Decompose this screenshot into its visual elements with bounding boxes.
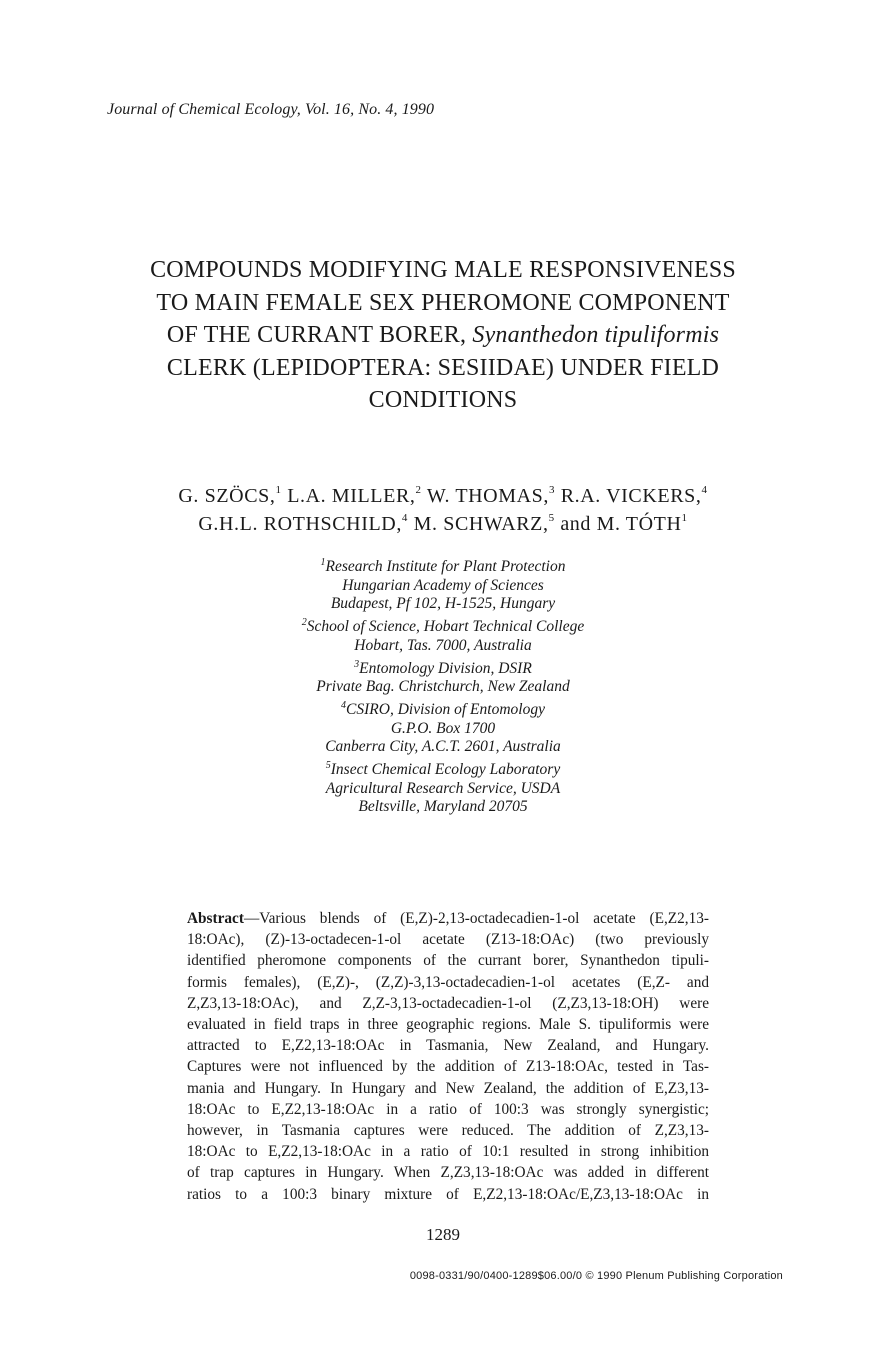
author-name: G. SZÖCS, — [178, 485, 276, 507]
abstract-line: 18:OAc), (Z)-13-octadecen-1-ol acetate (Z13-18:OAc) (two previously — [187, 931, 709, 949]
abstract-line: mania and Hungary. In Hungary and New Zealand, the addition of E,Z3,13- — [187, 1079, 709, 1097]
affiliation-mark: 4 — [341, 699, 347, 711]
abstract-line: evaluated in field traps in three geographic regions. Male S. tipuliformis were — [187, 1016, 709, 1034]
abstract-line: Captures were not influenced by the addition of Z13-18:OAc, tested in Tas- — [187, 1058, 709, 1076]
author-affiliation-mark: 4 — [701, 484, 708, 496]
abstract-line: 18:OAc to E,Z2,13-18:OAc in a ratio of 10:1 resulted in strong inhibition — [187, 1143, 709, 1161]
abstract-line: 18:OAc to E,Z2,13-18:OAc in a ratio of 100:3 was strongly synergistic; — [187, 1100, 709, 1118]
journal-header: Journal of Chemical Ecology, Vol. 16, No. 4, 1990 — [107, 101, 435, 118]
author-list — [100, 482, 786, 538]
affiliation-line: Hobart, Tas. 7000, Australia — [354, 636, 532, 654]
title-line-4: CLERK (LEPIDOPTERA: SESIIDAE) UNDER FIELD — [166, 354, 720, 381]
title-line-3 — [100, 319, 786, 352]
affiliation-1 — [200, 558, 686, 614]
affiliation-mark: 5 — [325, 760, 331, 772]
author-affiliation-mark: 5 — [548, 512, 555, 524]
abstract-line: Z,Z3,13-18:OAc), and Z,Z-3,13-octadecadien-1-ol (Z,Z3,13-18:OH) were — [187, 994, 709, 1012]
affiliation-4 — [200, 701, 686, 757]
title-line-5: CONDITIONS — [368, 387, 518, 413]
author-name: R.A. VICKERS, — [560, 485, 702, 507]
author-affiliation-mark: 1 — [275, 484, 282, 496]
author-name: W. THOMAS, — [426, 485, 549, 507]
abstract-line: —Various blends of (E,Z)-2,13-octadecadien-1-ol acetate (E,Z2,13- — [243, 910, 709, 927]
abstract-line: attracted to E,Z2,13-18:OAc in Tasmania, New Zealand, and Hungary. — [187, 1037, 709, 1055]
affiliation-line: Beltsville, Maryland 20705 — [358, 798, 528, 816]
author-affiliation-mark: 3 — [548, 484, 556, 496]
affiliation-3 — [200, 660, 686, 697]
author-name: L.A. MILLER, — [287, 485, 416, 507]
author-name: G.H.L. ROTHSCHILD, — [198, 513, 402, 535]
affiliation-line: Agricultural Research Service, USDA — [325, 779, 561, 797]
title-species-name: Synanthedon tipuliformis — [472, 322, 720, 348]
affiliation-line: Hungarian Academy of Sciences — [342, 576, 544, 594]
affiliation-line: Entomology Division, DSIR — [359, 659, 532, 677]
affiliation-mark: 1 — [320, 557, 326, 568]
abstract-line: identified pheromone components of the currant borer, Synanthedon tipuli- — [187, 952, 709, 970]
abstract-line: formis females), (E,Z)-, (Z,Z)-3,13-octadecadien-1-ol acetates (E,Z- and — [187, 973, 709, 991]
affiliation-mark: 2 — [301, 617, 307, 629]
affiliation-5 — [200, 761, 686, 817]
copyright-footer: 0098-0331/90/0400-1289$06.00/0 © 1990 Plenum Publishing Corporation — [409, 1270, 783, 1282]
affiliation-list — [200, 558, 686, 821]
affiliation-line: Private Bag. Christchurch, New Zealand — [316, 678, 570, 696]
affiliation-2 — [200, 618, 686, 655]
affiliation-mark: 3 — [354, 658, 360, 670]
title-line-2: TO MAIN FEMALE SEX PHEROMONE COMPONENT — [156, 289, 730, 316]
abstract-line: ratios to a 100:3 binary mixture of E,Z2,13-18:OAc/E,Z3,13-18:OAc in — [187, 1185, 709, 1203]
abstract-line: of trap captures in Hungary. When Z,Z3,13-18:OAc was added in different — [187, 1164, 709, 1182]
abstract-label: Abstract — [187, 910, 244, 927]
page-number: 1289 — [426, 1225, 460, 1244]
paper-title — [100, 254, 786, 417]
author-name: M. SCHWARZ, — [413, 513, 549, 535]
title-line-1: COMPOUNDS MODIFYING MALE RESPONSIVENESS — [150, 257, 736, 283]
author-name: and M. TÓTH — [560, 513, 682, 535]
affiliation-line: Research Institute for Plant Protection — [325, 558, 566, 575]
affiliation-line: CSIRO, Division of Entomology — [346, 700, 545, 718]
title-line-3-prefix: OF THE CURRANT BORER, — [166, 322, 473, 348]
affiliation-line: G.P.O. Box 1700 — [390, 719, 496, 737]
author-affiliation-mark: 4 — [401, 512, 409, 524]
author-line-2 — [100, 510, 786, 538]
abstract — [187, 908, 709, 1205]
author-affiliation-mark: 2 — [415, 484, 422, 496]
abstract-line: however, in Tasmania captures were reduced. The addition of Z,Z3,13- — [187, 1122, 709, 1140]
affiliation-line: Insect Chemical Ecology Laboratory — [330, 761, 561, 779]
affiliation-line: Canberra City, A.C.T. 2601, Australia — [325, 738, 561, 756]
affiliation-line: Budapest, Pf 102, H-1525, Hungary — [330, 595, 556, 613]
affiliation-line: School of Science, Hobart Technical College — [306, 618, 585, 636]
author-line-1 — [100, 482, 786, 510]
author-affiliation-mark: 1 — [681, 512, 688, 524]
